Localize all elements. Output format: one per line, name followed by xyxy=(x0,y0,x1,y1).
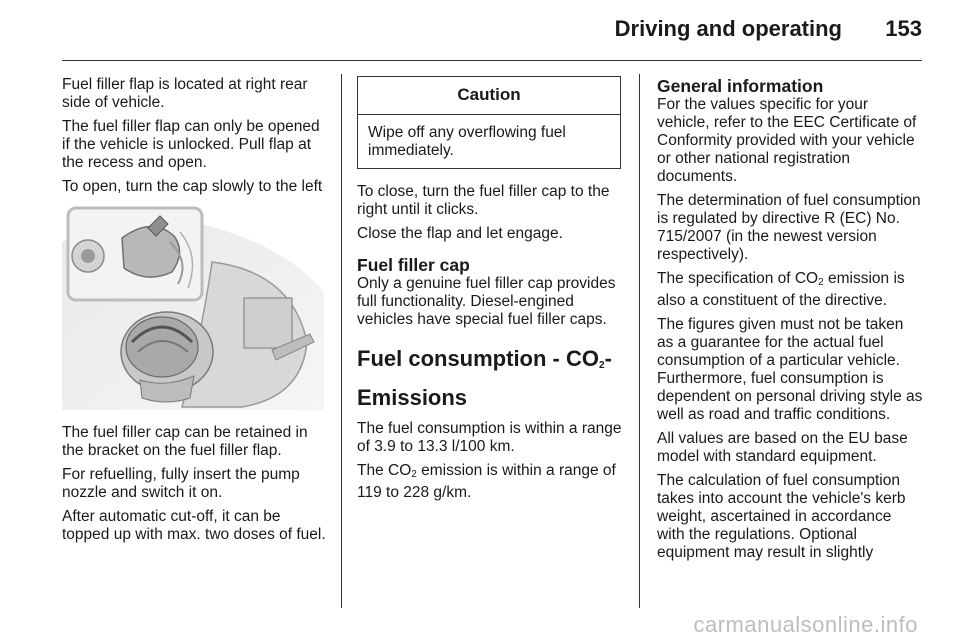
column-divider-1 xyxy=(341,74,342,608)
text: emission is also a constituent of the directive. xyxy=(657,270,905,309)
paragraph: To open, turn the cap slowly to the left xyxy=(62,178,323,195)
column-middle xyxy=(357,76,625,508)
section-heading-fuel-consumption xyxy=(357,343,625,414)
caution-box xyxy=(357,76,621,169)
fuel-cap-illustration-drawing xyxy=(62,202,324,410)
paragraph: The figures given must not be taken as a guarantee for the actual fuel consumption of a particular vehicle. Furthermore, fuel consumption is dependent on personal driving style as well as road and traffic conditions. xyxy=(657,316,923,423)
section-heading-general-information: General information xyxy=(657,76,824,96)
paragraph-co2 xyxy=(657,270,923,310)
paragraph: The determination of fuel consumption is regulated by directive R (EC) No. 715/2007 (in the newest version respectively). xyxy=(657,192,921,263)
text: The CO xyxy=(357,462,412,479)
paragraph: The fuel filler cap can be retained in the bracket on the fuel filler flap. xyxy=(62,424,308,459)
paragraph: The fuel filler flap can only be opened if the vehicle is unlocked. Pull flap at the recess and open. xyxy=(62,118,320,171)
paragraph-co2 xyxy=(357,462,625,502)
header-rule xyxy=(62,60,922,61)
paragraph: The calculation of fuel consumption takes into account the vehicle's kerb weight, ascertained in accordance with the regulations. Optional equipment may result in slightly xyxy=(657,472,906,561)
paragraph: For refuelling, fully insert the pump nozzle and switch it on. xyxy=(62,466,300,501)
subscript: 2 xyxy=(599,360,605,371)
paragraph: Fuel filler flap is located at right rear side of vehicle. xyxy=(62,76,308,111)
paragraph: All values are based on the EU base model with standard equipment. xyxy=(657,430,908,465)
paragraph: To close, turn the fuel filler cap to the right until it clicks. xyxy=(357,183,610,218)
page-header xyxy=(0,0,960,60)
fuel-cap-illustration xyxy=(62,202,324,410)
subscript: 2 xyxy=(818,277,824,288)
text: emission is within a range of 119 to 228 g/km. xyxy=(357,462,616,501)
caution-title: Caution xyxy=(358,77,620,115)
text: The specification of CO xyxy=(657,270,819,287)
subscript: 2 xyxy=(411,469,417,480)
paragraph: Only a genuine fuel filler cap provides full functionality. Diesel-engined vehicles have special fuel filler caps. xyxy=(357,275,616,328)
page-number: 153 xyxy=(885,16,922,41)
column-right xyxy=(657,76,923,568)
paragraph: After automatic cut-off, it can be topped up with max. two doses of fuel. xyxy=(62,508,326,543)
paragraph: The fuel consumption is within a range of 3.9 to 13.3 l/100 km. xyxy=(357,420,622,455)
heading-text: Fuel consumption - CO xyxy=(357,346,599,371)
column-left xyxy=(62,76,330,550)
paragraph: Close the flap and let engage. xyxy=(357,225,563,242)
heading-text: - xyxy=(604,346,612,371)
page-title: Driving and operating xyxy=(614,16,842,41)
watermark: carmanualsonline.info xyxy=(693,612,918,637)
paragraph: For the values specific for your vehicle, refer to the EEC Certificate of Conformity provided with your vehicle or other national registration documents. xyxy=(657,96,917,185)
caution-text: Wipe off any overflowing fuel immediately. xyxy=(368,124,566,159)
section-heading-fuel-filler-cap: Fuel filler cap xyxy=(357,255,470,275)
heading-text: Emissions xyxy=(357,385,468,410)
column-divider-2 xyxy=(639,74,640,608)
